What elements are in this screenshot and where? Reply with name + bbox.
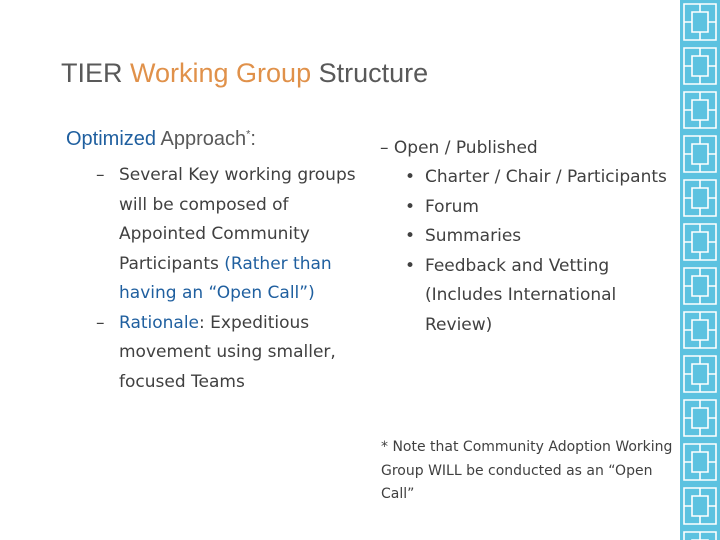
bullet-marker: • <box>405 226 416 246</box>
heading-asterisk: * <box>246 128 251 141</box>
note-prefix: * Note that <box>381 439 463 455</box>
title-accent: Working Group <box>130 58 312 88</box>
heading-approach: Approach <box>156 128 247 150</box>
list-item <box>66 161 366 309</box>
list-item <box>66 309 366 398</box>
optimized-approach-heading <box>66 128 366 151</box>
list-item <box>380 252 670 341</box>
bullet-text: Feedback and Vetting (Includes International Review) <box>425 255 617 335</box>
bullet-marker: • <box>405 196 416 217</box>
item2-text: : Expeditious movement using smaller, focused Teams <box>119 312 336 392</box>
bullet-text: Summaries <box>425 226 522 246</box>
dash-marker: – <box>96 312 105 333</box>
title-part2: Structure <box>311 58 429 88</box>
right-column <box>380 133 670 340</box>
item1-highlight: (Rather than having an “Open Call”) <box>119 253 332 303</box>
footnote <box>381 436 681 507</box>
title-part1: TIER <box>61 58 131 88</box>
note-text: Community Adoption Working Group WILL be conducted as an “Open Call” <box>381 439 673 502</box>
bullet-marker: • <box>405 255 416 276</box>
list-item <box>380 193 670 223</box>
item1-text: Several Key working groups will be composed of Appointed Community Participants <box>119 165 356 274</box>
page-title <box>61 58 428 89</box>
bullet-text: Forum <box>425 196 479 217</box>
bullet-text: Charter / Chair / Participants <box>425 167 667 187</box>
geometric-pattern-band <box>680 0 720 540</box>
rationale-label: Rationale <box>119 312 200 333</box>
list-item <box>380 163 670 193</box>
bullet-marker: • <box>405 167 416 187</box>
dash-marker: – <box>96 165 105 185</box>
approach-list <box>66 161 366 397</box>
published-bullets <box>380 163 670 340</box>
left-column <box>66 128 366 397</box>
list-item <box>380 222 670 252</box>
heading-optimized: Optimized <box>66 128 157 150</box>
heading-colon: : <box>250 128 256 150</box>
open-published-heading: – Open / Published <box>380 138 538 158</box>
